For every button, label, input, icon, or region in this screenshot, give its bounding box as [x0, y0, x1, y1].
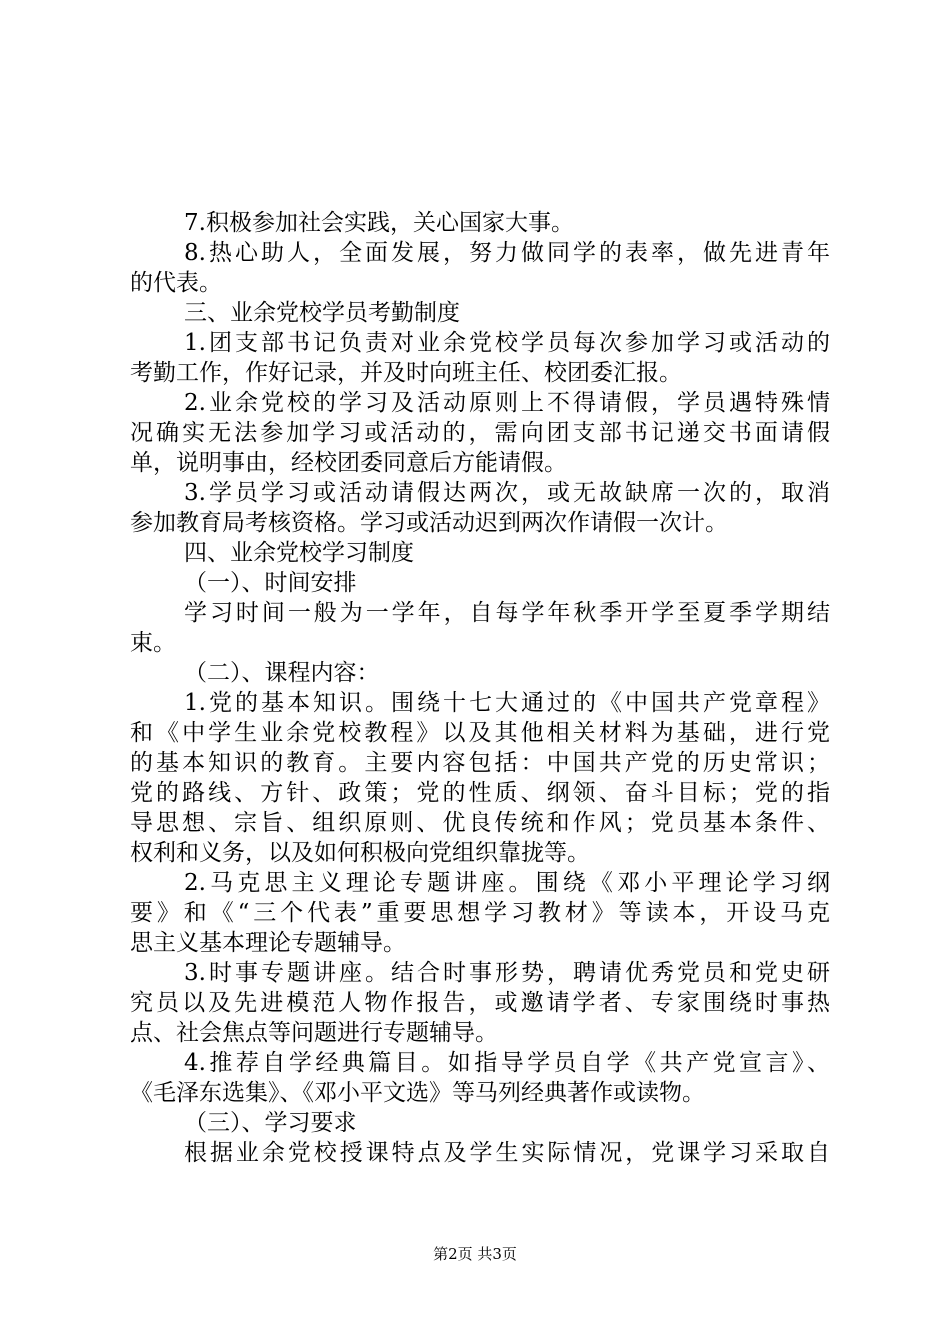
document-line: 权利和义务，以及如何积极向党组织靠拢等。	[130, 840, 590, 866]
document-body	[130, 208, 830, 1168]
document-line: 3.时事专题讲座。结合时事形势，聘请优秀党员和党史研	[184, 960, 830, 986]
document-line: 导思想、宗旨、组织原则、优良传统和作风；党员基本条件、	[130, 810, 830, 836]
document-line: 《毛泽东选集》、《邓小平文选》等马列经典著作或读物。	[130, 1080, 705, 1106]
document-line: 三、业余党校学员考勤制度	[184, 300, 460, 326]
document-line: 四、业余党校学习制度	[184, 540, 414, 566]
document-line: 1.团支部书记负责对业余党校学员每次参加学习或活动的	[184, 330, 830, 356]
document-line: 8.热心助人，全面发展，努力做同学的表率，做先进青年	[184, 240, 830, 266]
document-line: 的基本知识的教育。主要内容包括：中国共产党的历史常识；	[130, 750, 830, 776]
document-line: 究员以及先进模范人物作报告，或邀请学者、专家围绕时事热	[130, 990, 830, 1016]
document-line: 7.积极参加社会实践，关心国家大事。	[184, 210, 574, 236]
document-line: （二）、课程内容：	[184, 660, 380, 686]
page-footer	[0, 1244, 950, 1264]
document-line: （三）、学习要求	[184, 1110, 357, 1136]
document-line: （一）、时间安排	[184, 570, 357, 596]
document-line: 4.推荐自学经典篇目。如指导学员自学《共产党宣言》、	[184, 1050, 830, 1076]
document-line: 根据业余党校授课特点及学生实际情况，党课学习采取自	[184, 1140, 830, 1166]
document-line: 的代表。	[130, 270, 222, 296]
document-line: 考勤工作，作好记录，并及时向班主任、校团委汇报。	[130, 360, 682, 386]
document-line: 束。	[130, 630, 176, 656]
document-line: 2.马克思主义理论专题讲座。围绕《邓小平理论学习纲	[184, 870, 830, 896]
document-line: 况确实无法参加学习或活动的，需向团支部书记递交书面请假	[130, 420, 830, 446]
document-line: 学习时间一般为一学年，自每学年秋季开学至夏季学期结	[184, 600, 830, 626]
document-line: 1.党的基本知识。围绕十七大通过的《中国共产党章程》	[184, 690, 830, 716]
document-line: 参加教育局考核资格。学习或活动迟到两次作请假一次计。	[130, 510, 728, 536]
document-line: 思主义基本理论专题辅导。	[130, 930, 406, 956]
document-line: 3.学员学习或活动请假达两次，或无故缺席一次的，取消	[184, 480, 830, 506]
page-number-label: 第2页 共3页	[433, 1245, 517, 1263]
document-line: 2.业余党校的学习及活动原则上不得请假，学员遇特殊情	[184, 390, 830, 416]
document-line: 单，说明事由，经校团委同意后方能请假。	[130, 450, 567, 476]
document-line: 党的路线、方针、政策；党的性质、纲领、奋斗目标；党的指	[130, 780, 830, 806]
document-line: 点、社会焦点等问题进行专题辅导。	[130, 1020, 498, 1046]
document-line: 要》和《“三个代表”重要思想学习教材》等读本，开设马克	[130, 900, 830, 926]
document-line: 和《中学生业余党校教程》以及其他相关材料为基础，进行党	[130, 720, 830, 746]
